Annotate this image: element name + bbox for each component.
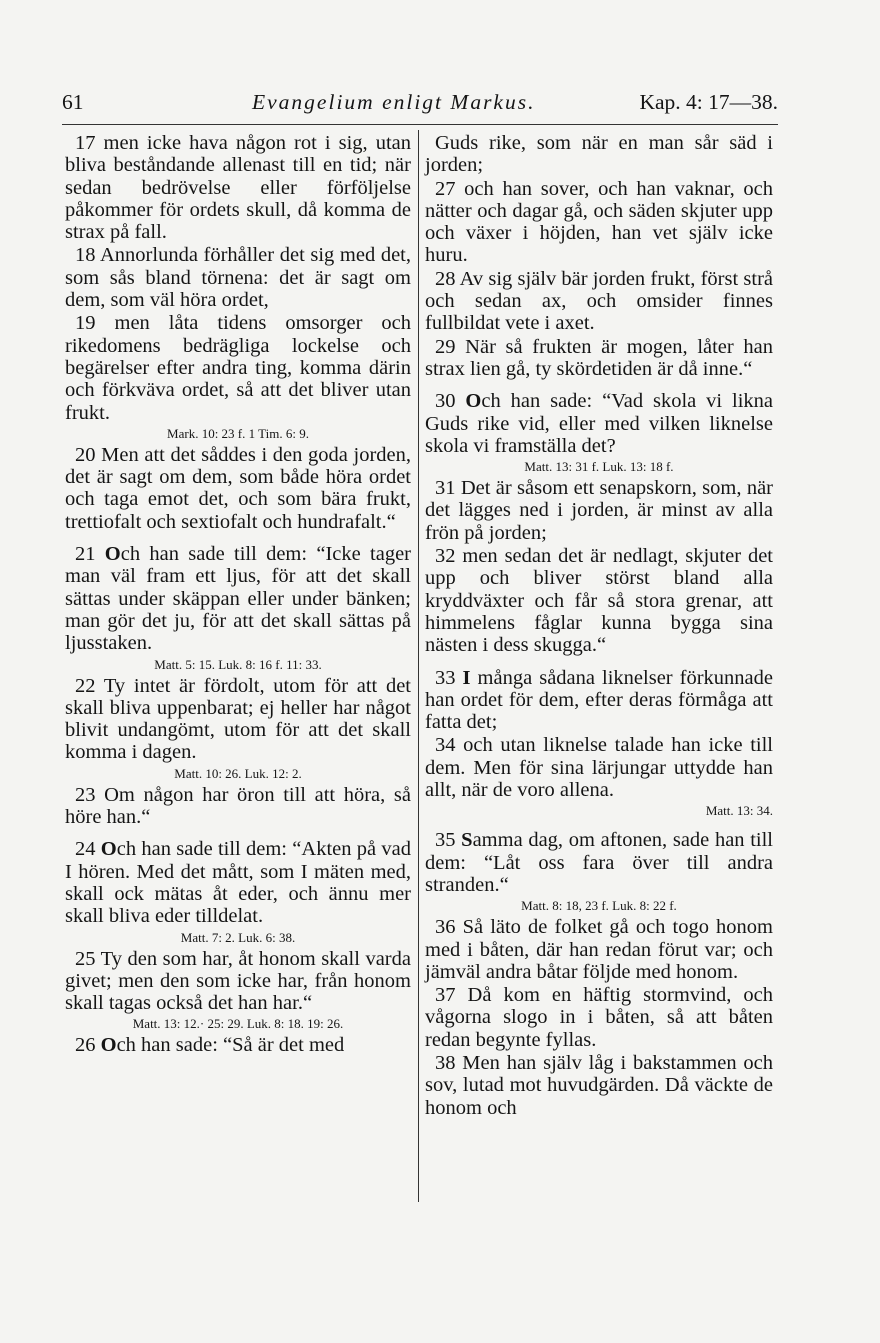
- verse-number: 21: [75, 543, 105, 566]
- verse: [65, 543, 411, 654]
- verse-number: 35: [435, 829, 462, 852]
- verse: 38 Men han själv låg i bakstammen och sov, lutad mot huvudgärden. Då väckte de honom och: [425, 1051, 773, 1119]
- verse: 23 Om någon har öron till att höra, så höre han.“: [65, 783, 411, 829]
- book-title: Evangelium enligt Markus.: [252, 90, 536, 114]
- verse-text: amma dag, om aftonen, sade han till dem: “Låt oss fara över till andra stranden.“: [425, 829, 773, 896]
- column-divider: [418, 130, 419, 1202]
- bold-initial: O: [100, 838, 117, 861]
- right-column: [425, 132, 773, 1120]
- verse: [425, 829, 773, 896]
- verse-text: många sådana liknelser förkunnade han ordet för dem, efter deras förmåga att fatta det;: [425, 666, 773, 734]
- verse: 34 och utan liknelse talade han icke till dem. Men för sina lärjungar uttydde han allt, när de voro allena.: [425, 734, 773, 802]
- cross-reference: Matt. 8: 18, 23 f. Luk. 8: 22 f.: [521, 898, 677, 914]
- verse: [425, 667, 773, 734]
- verse: Guds rike, som när en man sår säd i jorden;: [425, 132, 773, 177]
- verse-number: 24: [75, 838, 101, 861]
- cross-reference: Matt. 13: 31 f. Luk. 13: 18 f.: [524, 459, 674, 475]
- verse: 22 Ty intet är fördolt, utom för att det skall bliva uppenbarat; ej heller har något blivit undangömt, utom för att det skall komma i dagen.: [65, 674, 411, 764]
- verse: [425, 390, 773, 457]
- bold-initial: O: [100, 1034, 117, 1057]
- verse: 36 Så läto de folket gå och togo honom med i båten, där han redan förut var; och jämväl andra båtar följde med honom.: [425, 916, 773, 983]
- cross-reference: Matt. 13: 12.· 25: 29. Luk. 8: 18. 19: 26.: [132, 1016, 344, 1032]
- bold-initial: O: [104, 543, 121, 566]
- verse: 17 men icke hava någon rot i sig, utan bliva beståndande allenast till en tid; när sedan bedrövelse eller förföljelse påkommer för ordets skull, då komma de strax på fall.: [65, 132, 411, 244]
- bold-initial: O: [465, 390, 482, 413]
- cross-reference: Mark. 10: 23 f. 1 Tim. 6: 9.: [167, 425, 309, 441]
- verse-text: ch han sade till dem: “Icke tager man väl fram ett ljus, för att det skall sättas under skäppan eller under bänken; man gör det ju, för att det skall sättas på ljusstaken.: [65, 543, 411, 655]
- header-rule: [62, 124, 778, 125]
- running-header: [62, 90, 778, 124]
- verse: 31 Det är såsom ett senapskorn, som, när det lägges ned i jorden, är minst av alla frön på jorden;: [425, 477, 773, 544]
- cross-reference: Matt. 10: 26. Luk. 12: 2.: [174, 765, 302, 781]
- page-number: 61: [62, 90, 84, 114]
- chapter-reference: Kap. 4: 17—38.: [639, 90, 778, 114]
- verse: 29 När så frukten är mogen, låter han strax lien gå, ty skördetiden är då inne.“: [425, 335, 773, 380]
- verse: 28 Av sig själv bär jorden frukt, först strå och sedan ax, och omsider finnes fullbildat vete i axet.: [425, 267, 773, 335]
- verse: [65, 838, 411, 927]
- left-column: [65, 132, 411, 1058]
- verse-number: 33: [435, 666, 463, 689]
- cross-reference: Matt. 5: 15. Luk. 8: 16 f. 11: 33.: [154, 656, 322, 672]
- verse: 27 och han sover, och han vaknar, och nätter och dagar gå, och säden skjuter upp och växer i höjden, han vet själv icke huru.: [425, 177, 773, 267]
- verse-number: 30: [435, 390, 466, 413]
- verse: 25 Ty den som har, åt honom skall varda givet; men den som icke har, från honom skall tagas också det han har.“: [65, 947, 411, 1015]
- verse: 19 men låta tidens omsorger och rikedomens bedrägliga lockelse och begärelser efter andra ting, komma därin och förkväva ordet, så att det bliver utan frukt.: [65, 312, 411, 424]
- verse-text: ch han sade: “Så är det med: [116, 1034, 345, 1057]
- verse-text: ch han sade till dem: “Akten på vad I hören. Med det mått, som I mäten med, skall ock mätas åt eder, och ännu mer skall bliva eder tilldelat.: [65, 838, 411, 928]
- verse: 32 men sedan det är nedlagt, skjuter det upp och bliver störst bland alla kryddväxter och får så stora grenar, att himmelens fåglar kunna bygga sina nästen i dess skugga.“: [425, 545, 773, 657]
- cross-reference: Matt. 7: 2. Luk. 6: 38.: [180, 929, 296, 945]
- verse: 18 Annorlunda förhåller det sig med det, som sås bland törnena: det är sagt om dem, som väl höra ordet,: [65, 244, 411, 312]
- verse-text: ch han sade: “Vad skola vi likna Guds rike vid, eller med vilken liknelse skola vi framställa det?: [425, 390, 773, 457]
- verse: 20 Men att det såddes i den goda jorden, det är sagt om dem, som både höra ordet och taga emot det, och som bära frukt, trettiofalt och sextiofalt och hundrafalt.“: [65, 443, 411, 533]
- verse: 37 Då kom en häftig stormvind, och vågorna slogo in i båten, så att båten redan begynte fyllas.: [425, 984, 773, 1051]
- cross-reference: Matt. 13: 34.: [705, 803, 773, 819]
- bold-initial: S: [461, 829, 473, 852]
- verse-number: 26: [75, 1034, 101, 1057]
- bold-initial: I: [462, 666, 471, 689]
- verse: [65, 1034, 411, 1056]
